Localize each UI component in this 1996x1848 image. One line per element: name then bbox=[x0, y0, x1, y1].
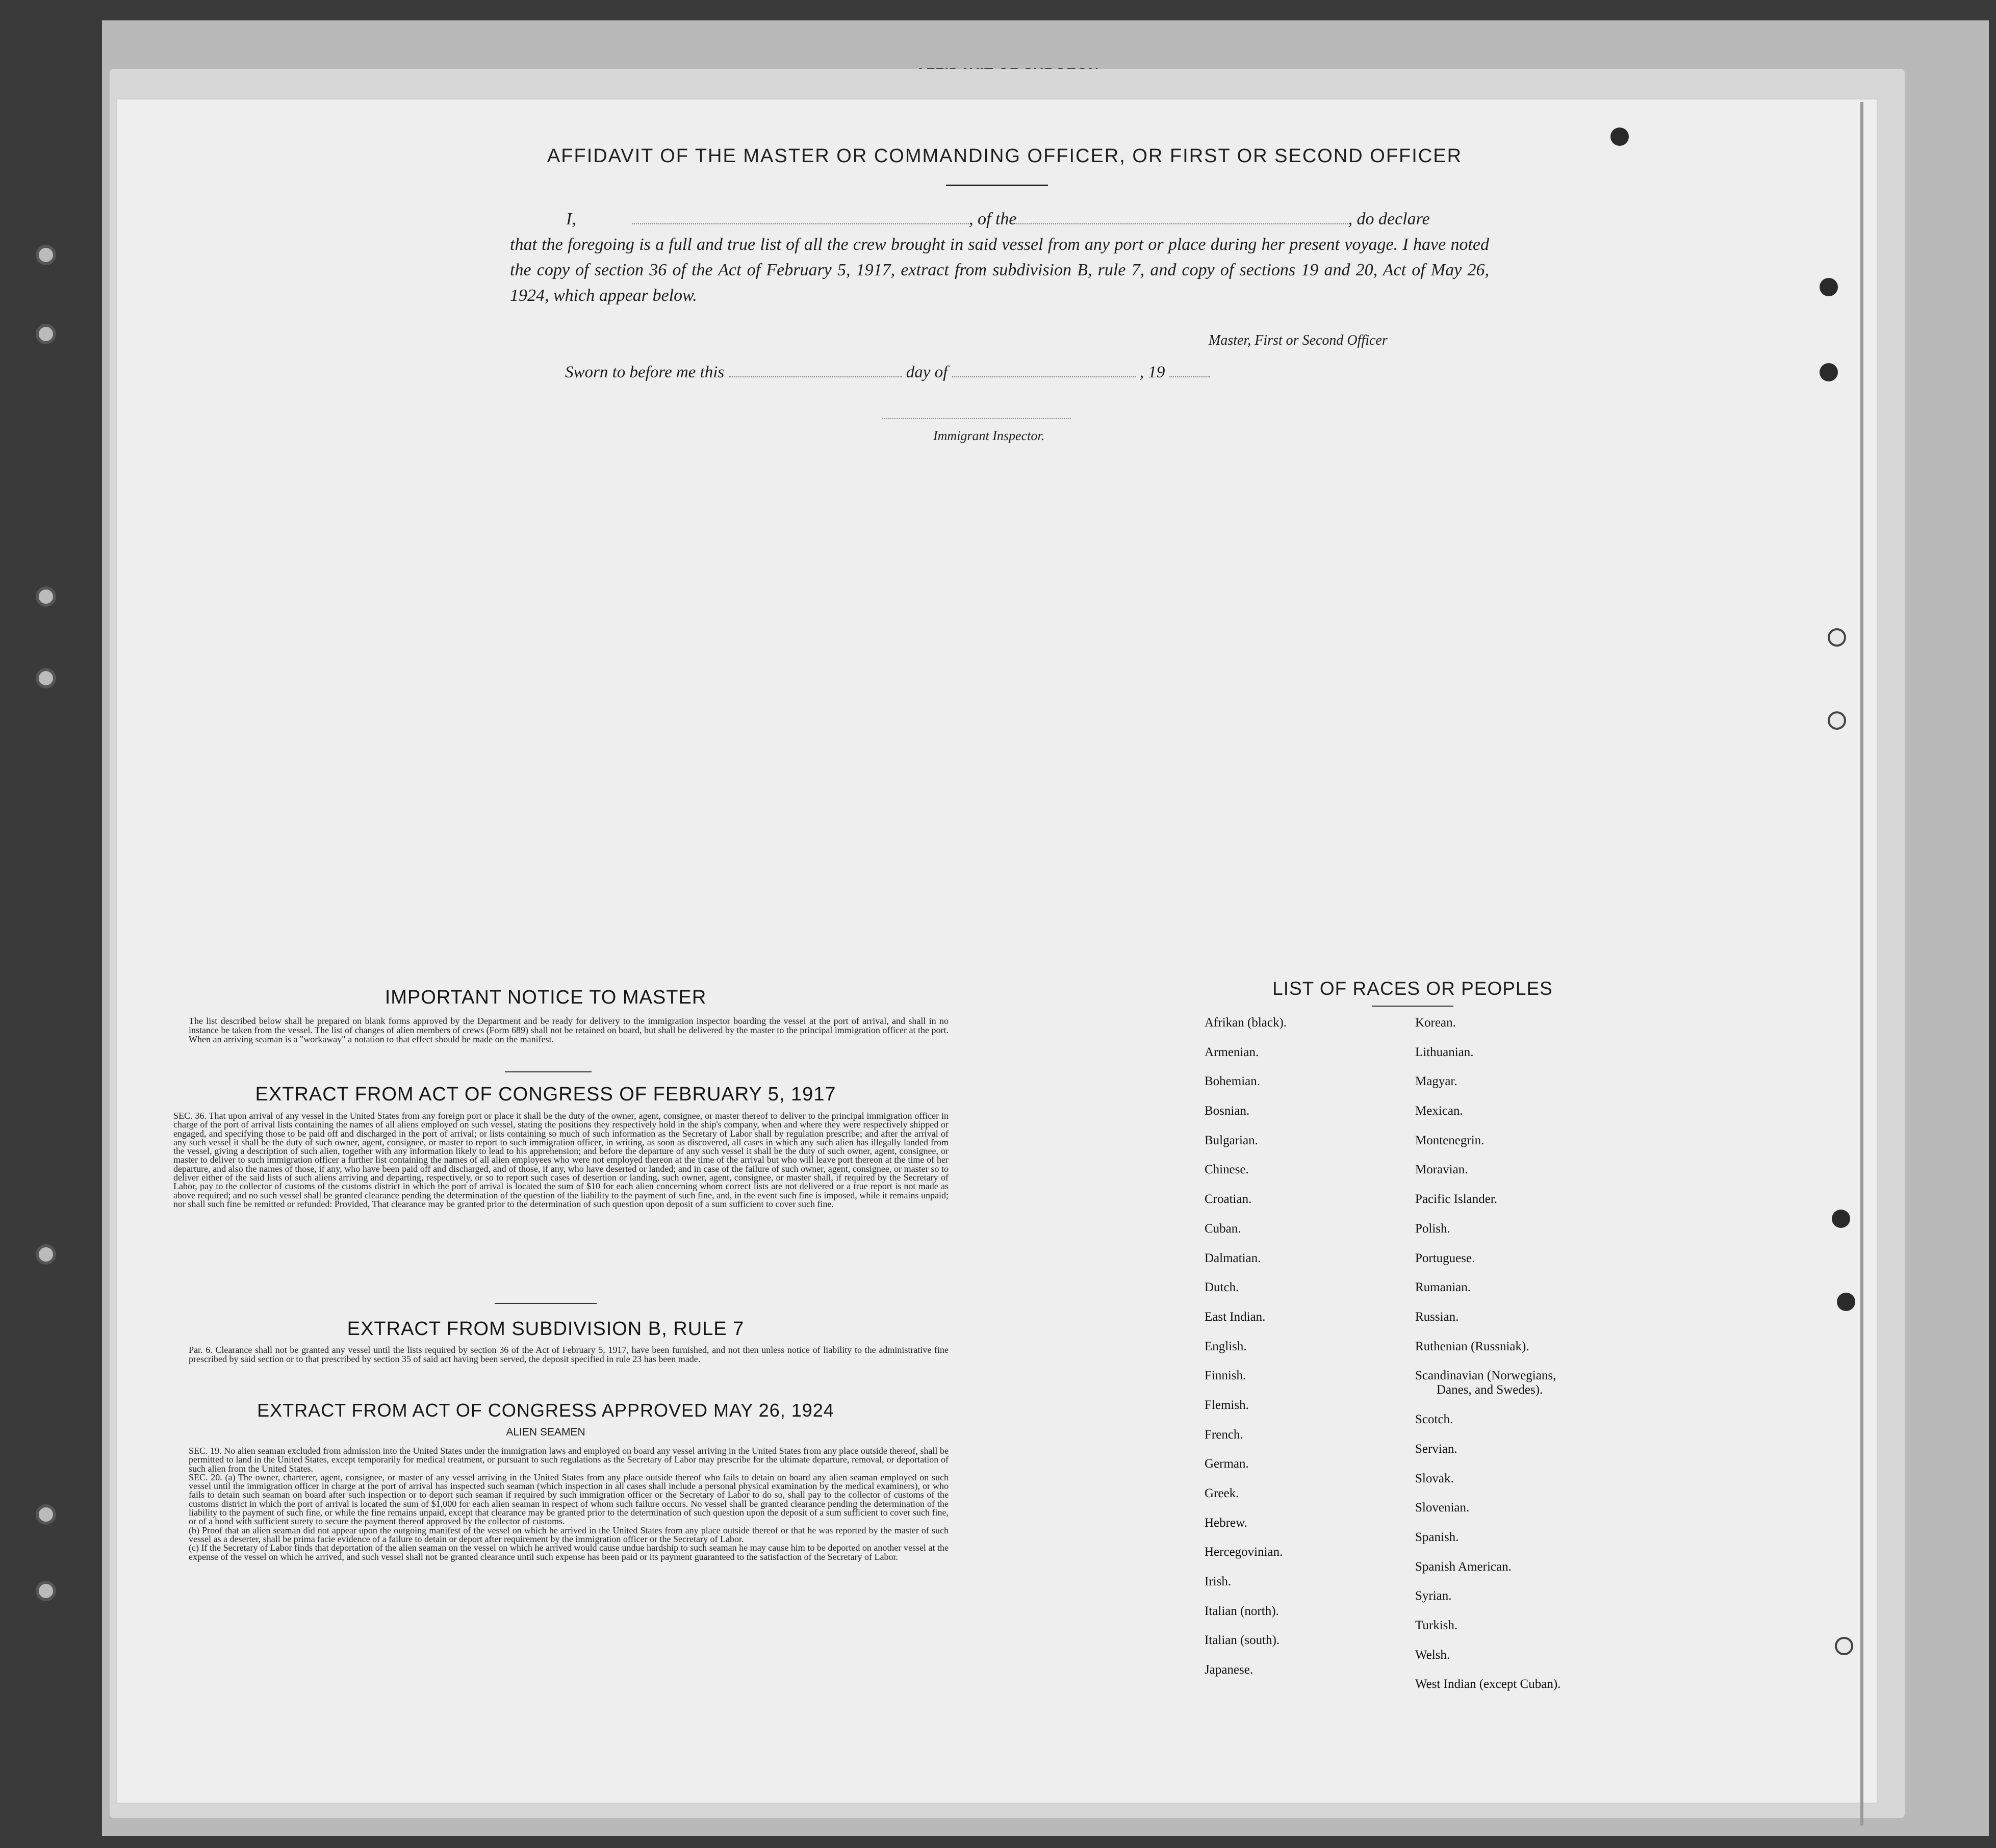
extract-may-body bbox=[189, 1447, 949, 1561]
race-item: Dutch. bbox=[1205, 1280, 1239, 1295]
race-item: German. bbox=[1205, 1457, 1249, 1471]
race-item: Cuban. bbox=[1205, 1221, 1241, 1236]
month-blank bbox=[952, 364, 1136, 377]
race-item: East Indian. bbox=[1205, 1310, 1266, 1324]
extract-feb-body: SEC. 36. That upon arrival of any vessel in the United States from any foreign port or place it shall be the duty of the owner, agent, consignee, or master thereof to deliver to the principal immigration officer in charge of the port of arrival lists containing the names of all aliens employed on such vessel, stating the positions they respectively hold in the ship's company, when and where they were respectively shipped or engaged, and specifying those to be paid off and discharged in the port of arrival; or lists containing so much of such information as the Secretary of Labor shall by regulation prescribe; and after the arrival of any such vessel it shall be the duty of such owner, agent, consignee, or master to report to such immigration officer, in writing, as soon as discovered, all cases in which any such alien has illegally landed from the vessel, giving a description of such alien, together with any information likely to lead to his apprehension; and before the departure of any such vessel it shall be the duty of such owner, agent, consignee, or master to deliver to such immigration officer a further list containing the names of all alien employees who were not employed thereon at the time of the arrival but who will leave port thereon at the time of her departure, and also the names of those, if any, who have been paid off and discharged, and of those, if any, who have deserted or landed; and in case of the failure of such owner, agent, consignee, or master so to deliver either of the said lists of such aliens arriving and departing, respectively, or so to report such cases of desertion or landing, such owner, agent, consignee, or master shall, if required by the Secretary of Labor, pay to the collector of customs of the customs district in which the port of arrival is located the sum of $10 for each alien concerning whom correct lists are not delivered or a true report is not made as above required; and no such vessel shall be granted clearance pending the determination of the question of the liability to the payment of such fine, and, in the event such fine is imposed, while it remains unpaid; nor shall such fine be remitted or refunded: Provided, That clearance may be granted prior to the determination of such question upon deposit of a sum sufficient to cover such fine. bbox=[173, 1111, 949, 1209]
race-item: Bosnian. bbox=[1205, 1104, 1250, 1118]
notice-title: IMPORTANT NOTICE TO MASTER bbox=[385, 987, 707, 1008]
title-rule bbox=[946, 185, 1048, 186]
extract-may-title: EXTRACT FROM ACT OF CONGRESS APPROVED MAY 26, 1924 bbox=[257, 1400, 834, 1421]
race-item: Spanish American. bbox=[1415, 1559, 1512, 1574]
affidavit-title: AFFIDAVIT OF THE MASTER OR COMMANDING OFFICER, OR FIRST OR SECOND OFFICER bbox=[547, 145, 1463, 167]
race-item: Irish. bbox=[1205, 1575, 1232, 1589]
race-item: Scotch. bbox=[1415, 1413, 1453, 1427]
binder-ring-icon bbox=[36, 668, 56, 688]
race-item: English. bbox=[1205, 1339, 1247, 1353]
year-blank bbox=[1169, 364, 1210, 377]
affidavit-of-the: , of the bbox=[969, 210, 1017, 228]
binder-ring-icon bbox=[36, 1244, 56, 1265]
race-item: Spanish. bbox=[1415, 1530, 1459, 1544]
race-item: Magyar. bbox=[1415, 1074, 1457, 1089]
vessel-blank bbox=[1016, 209, 1348, 224]
race-item: Chinese. bbox=[1205, 1163, 1249, 1177]
race-item: Montenegrin. bbox=[1415, 1133, 1485, 1147]
punch-hole-icon bbox=[1835, 1637, 1853, 1655]
race-item-line1: Scandinavian (Norwegians, bbox=[1415, 1369, 1556, 1383]
affidavit-body bbox=[510, 207, 1489, 309]
race-item: Korean. bbox=[1415, 1016, 1456, 1030]
notice-body: The list described below shall be prepared on blank forms approved by the Department and be ready for delivery to the immigration inspector boarding the vessel at the port of arrival, and shall in no instance be taken from the vessel. The list of changes of alien members of crews (Form 689) shall not be retained on board, but shall be delivered by the master to the principal immigration officer at the port. When an arriving seaman is a "workaway" a notation to that effect should be made on the manifest. bbox=[189, 1016, 949, 1044]
name-blank bbox=[632, 209, 969, 224]
punch-hole-icon bbox=[1820, 363, 1838, 381]
inspector-signature-line bbox=[882, 418, 1071, 419]
binder-ring-icon bbox=[36, 1504, 56, 1525]
year-text: , 19 bbox=[1139, 363, 1165, 381]
binder-ring-icon bbox=[36, 324, 56, 344]
extract-rule7-body: Par. 6. Clearance shall not be granted any vessel until the lists required by section 36 of the Act of February 5, 1917, have been furnished, and not then unless notice of liability to the administrative fine prescribed by said section or to that prescribed by section 35 of said act having been served, the deposit specified in rule 23 has been made. bbox=[189, 1345, 949, 1364]
race-item: Mexican. bbox=[1415, 1104, 1463, 1118]
punch-hole-icon bbox=[1837, 1293, 1855, 1311]
affidavit-declare: , do declare bbox=[1348, 210, 1430, 228]
race-item: Portuguese. bbox=[1415, 1251, 1475, 1265]
section-divider bbox=[495, 1303, 597, 1304]
punch-hole-icon bbox=[1832, 1210, 1850, 1228]
extract-rule7-title: EXTRACT FROM SUBDIVISION B, RULE 7 bbox=[347, 1318, 745, 1340]
race-item: Armenian. bbox=[1205, 1045, 1259, 1059]
races-rule bbox=[1372, 1006, 1453, 1007]
race-item: Moravian. bbox=[1415, 1163, 1468, 1177]
day-blank bbox=[729, 364, 902, 377]
race-item: Afrikan (black). bbox=[1205, 1016, 1287, 1030]
sec20b-text: (b) Proof that an alien seaman did not appear upon the outgoing manifest of the vessel on which he arrived in the United States from any place outside thereof or that he was reported by the master of such vessel as a deserter, shall be prima facie evidence of a failure to detain or deport after requirement by the immigration officer or the Secretary of Labor. bbox=[189, 1525, 949, 1544]
race-item: Bulgarian. bbox=[1205, 1133, 1258, 1147]
day-of-text: day of bbox=[906, 363, 948, 381]
alien-seamen-subtitle: ALIEN SEAMEN bbox=[506, 1426, 585, 1438]
race-item: Rumanian. bbox=[1415, 1280, 1471, 1295]
affidavit-i: I, bbox=[566, 210, 576, 228]
race-item bbox=[1415, 1369, 1680, 1413]
race-item: French. bbox=[1205, 1427, 1243, 1442]
binder-ring-icon bbox=[36, 1581, 56, 1601]
punch-hole-icon bbox=[1828, 628, 1846, 647]
race-item: Italian (south). bbox=[1205, 1633, 1280, 1648]
race-item: Lithuanian. bbox=[1415, 1045, 1474, 1059]
race-item: Polish. bbox=[1415, 1221, 1450, 1236]
race-item: Bohemian. bbox=[1205, 1074, 1261, 1089]
race-item: Ruthenian (Russniak). bbox=[1415, 1339, 1529, 1353]
race-item: Slovak. bbox=[1415, 1471, 1454, 1485]
race-item: Welsh. bbox=[1415, 1648, 1450, 1662]
section-divider bbox=[505, 1071, 592, 1072]
punch-hole-icon bbox=[1828, 711, 1846, 730]
race-item-line2: Danes, and Swedes). bbox=[1437, 1383, 1543, 1397]
races-right-column bbox=[1415, 1016, 1680, 1707]
binder-ring-icon bbox=[36, 586, 56, 607]
race-item: Servian. bbox=[1415, 1442, 1457, 1456]
race-item: Slovenian. bbox=[1415, 1501, 1470, 1515]
races-left-column bbox=[1205, 1016, 1434, 1692]
sec19-text: SEC. 19. No alien seaman excluded from admission into the United States under the immigration laws and employed on board any vessel arriving in the United States from any place outside thereof, shall be permitted to land in the United States, except temporarily for medical treatment, or pursuant to such regulations as the Secretary of Labor may prescribe for the ultimate departure, removal, or deportation of such alien from the United States. bbox=[189, 1446, 949, 1474]
race-item: West Indian (except Cuban). bbox=[1415, 1677, 1561, 1691]
race-item: Pacific Islander. bbox=[1415, 1192, 1498, 1207]
sec20a-text: SEC. 20. (a) The owner, charterer, agent, consignee, or master of any vessel arriving in the United States from any place outside thereof who fails to detain on board any alien seaman employed on such vessel until the immigration officer in charge at the port of arrival has inspected such seaman (which inspection in all cases shall include a personal physical examination by the medical examiners), or who fails to detain such seaman on board after such inspection or to deport such seaman if required by such immigration officer or the Secretary of Labor to do so, shall pay to the collector of customs of the customs district in which the port of arrival is located the sum of $1,000 for each alien seaman in respect of whom such failure occurs. No vessel shall be granted clearance pending the determination of the liability to the payment of such fine, or while the fine remains unpaid, except that clearance may be granted prior to the determination of such question upon the deposit of a sum sufficient to cover such fine, or of a bond with sufficient surety to secure the payment thereof approved by the collector of customs. bbox=[189, 1472, 949, 1527]
races-title: LIST OF RACES OR PEOPLES bbox=[1272, 978, 1553, 999]
extract-feb-title: EXTRACT FROM ACT OF CONGRESS OF FEBRUARY 5, 1917 bbox=[255, 1084, 836, 1105]
race-item: Russian. bbox=[1415, 1310, 1459, 1324]
race-item: Japanese. bbox=[1205, 1663, 1253, 1677]
punch-hole-icon bbox=[1820, 278, 1838, 296]
inspector-label: Immigrant Inspector. bbox=[933, 428, 1045, 443]
race-item: Flemish. bbox=[1205, 1398, 1249, 1412]
affidavit-statement: that the foregoing is a full and true list of all the crew brought in said vessel from any port or place during her present voyage. I have noted the copy of section 36 of the Act of February 5, 1917, extract from subdivision B, rule 7, and copy of sections 19 and 20, Act of May 26, 1924, which appear below. bbox=[510, 235, 1489, 305]
page-edge bbox=[1860, 102, 1863, 1826]
binder-ring-icon bbox=[36, 245, 56, 265]
race-item: Dalmatian. bbox=[1205, 1251, 1261, 1265]
race-item: Greek. bbox=[1205, 1486, 1239, 1500]
race-item: Hercegovinian. bbox=[1205, 1545, 1283, 1559]
officer-signature-label: Master, First or Second Officer bbox=[1209, 332, 1388, 348]
race-item: Syrian. bbox=[1415, 1589, 1452, 1603]
race-item: Italian (north). bbox=[1205, 1604, 1279, 1618]
sworn-text: Sworn to before me this bbox=[565, 363, 725, 381]
punch-hole-icon bbox=[1610, 127, 1629, 146]
sec20c-text: (c) If the Secretary of Labor finds that deportation of the alien seaman on the vessel on which he arrived would cause undue hardship to such seaman he may cause him to be deported on another vessel at the expense of the vessel on which he arrived, and such vessel shall not be granted clearance until such expense has been paid or its payment guaranteed to the satisfaction of the Secretary of Labor. bbox=[189, 1543, 949, 1562]
race-item: Turkish. bbox=[1415, 1619, 1458, 1633]
sworn-line bbox=[565, 363, 1210, 382]
race-item: Finnish. bbox=[1205, 1369, 1246, 1383]
race-item: Hebrew. bbox=[1205, 1516, 1247, 1530]
race-item: Croatian. bbox=[1205, 1192, 1252, 1207]
